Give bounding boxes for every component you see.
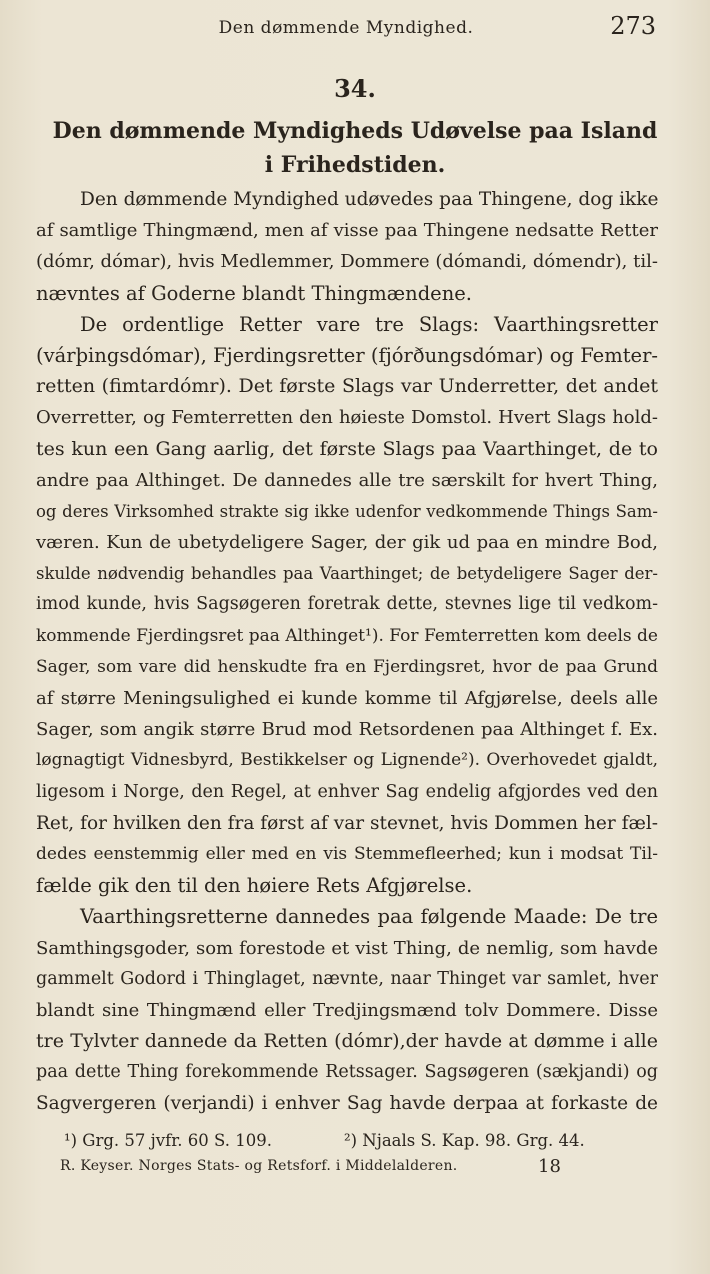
text-line: af større Meningsulighed ei kunde komme til Afgjørelse, deels alle xyxy=(36,688,658,709)
footnote-2: ²) Njaals S. Kap. 98. Grg. 44. xyxy=(344,1131,585,1150)
text-line: og deres Virksomhed strakte sig ikke udenfor vedkommende Things Sam- xyxy=(36,501,658,521)
page-number: 273 xyxy=(610,12,656,40)
text-line: (dómr, dómar), hvis Medlemmer, Dommere (dómandi, dómendr), til- xyxy=(36,251,658,273)
text-line: tre Tylvter dannede da Retten (dómr),der havde at dømme i alle xyxy=(36,1030,658,1053)
section-title: Den dømmende Myndigheds Udøvelse paa Island i Frihedstiden. xyxy=(52,118,658,178)
text-line: Samthingsgoder, som forestode et vist Thing, de nemlig, som havde xyxy=(36,937,658,959)
text-line: Den dømmende Myndighed udøvedes paa Thingene, dog ikke xyxy=(80,189,658,210)
text-line: gammelt Godord i Thinglaget, nævnte, naar Thinget var samlet, hver xyxy=(36,968,658,989)
text-line: kommende Fjerdingsret paa Althinget¹). For Femterretten kom deels de xyxy=(36,625,658,646)
text-line: ligesom i Norge, den Regel, at enhver Sag endelig afgjordes ved den xyxy=(36,781,658,802)
text-line: Ret, for hvilken den fra først af var stevnet, hvis Dommen her fæl- xyxy=(36,812,658,834)
text-line: Vaarthingsretterne dannedes paa følgende Maade: De tre xyxy=(80,905,658,929)
signature-mark: 18 xyxy=(538,1156,561,1177)
text-line: paa dette Thing forekommende Retssager. Sagsøgeren (sækjandi) og xyxy=(36,1062,658,1083)
text-line: retten (fimtardómr). Det første Slags var Underretter, det andet xyxy=(36,375,658,398)
text-line: skulde nødvendig behandles paa Vaarthinget; de betydeligere Sager der- xyxy=(36,564,658,584)
text-line: Overretter, og Femterretten den høieste Domstol. Hvert Slags hold- xyxy=(36,407,658,429)
text-line: De ordentlige Retter vare tre Slags: Vaarthingsretter xyxy=(80,312,658,336)
body-text xyxy=(36,184,658,1120)
signature-text: R. Keyser. Norges Stats- og Retsforf. i Middelalderen. xyxy=(60,1158,458,1174)
text-line: væren. Kun de ubetydeligere Sager, der gik ud paa en mindre Bod, xyxy=(36,532,658,554)
running-head xyxy=(36,12,656,42)
text-line: nævntes af Goderne blandt Thingmændene. xyxy=(36,281,473,305)
text-line: tes kun een Gang aarlig, det første Slags paa Vaarthinget, de to xyxy=(36,437,658,460)
text-line: dedes eenstemmig eller med en vis Stemmefleerhed; kun i modsat Til- xyxy=(36,843,658,864)
text-line: blandt sine Thingmænd eller Tredjingsmænd tolv Dommere. Disse xyxy=(36,999,658,1021)
text-line: løgnagtigt Vidnesbyrd, Bestikkelser og Lignende²). Overhovedet gjaldt, xyxy=(36,750,658,771)
section-number: 34. xyxy=(334,74,376,103)
text-line: andre paa Althinget. De dannedes alle tre særskilt for hvert Thing, xyxy=(36,469,658,491)
text-line: af samtlige Thingmænd, men af visse paa Thingene nedsatte Retter xyxy=(36,220,658,242)
text-line: imod kunde, hvis Sagsøgeren foretrak dette, stevnes lige til vedkom- xyxy=(36,594,658,615)
text-line: Sagvergeren (verjandi) i enhver Sag havde derpaa at forkaste de xyxy=(36,1093,658,1115)
footnote-1: ¹) Grg. 57 jvfr. 60 S. 109. xyxy=(64,1131,272,1150)
text-line: Sager, som angik større Brud mod Retsordenen paa Althinget f. Ex. xyxy=(36,719,658,741)
text-line: fælde gik den til den høiere Rets Afgjørelse. xyxy=(36,874,473,898)
running-head-title: Den dømmende Myndighed. xyxy=(218,18,474,38)
text-line: Sager, som vare did henskudte fra en Fjerdingsret, hvor de paa Grund xyxy=(36,656,658,677)
text-line: (várþingsdómar), Fjerdingsretter (fjórðungsdómar) og Femter- xyxy=(36,343,658,367)
